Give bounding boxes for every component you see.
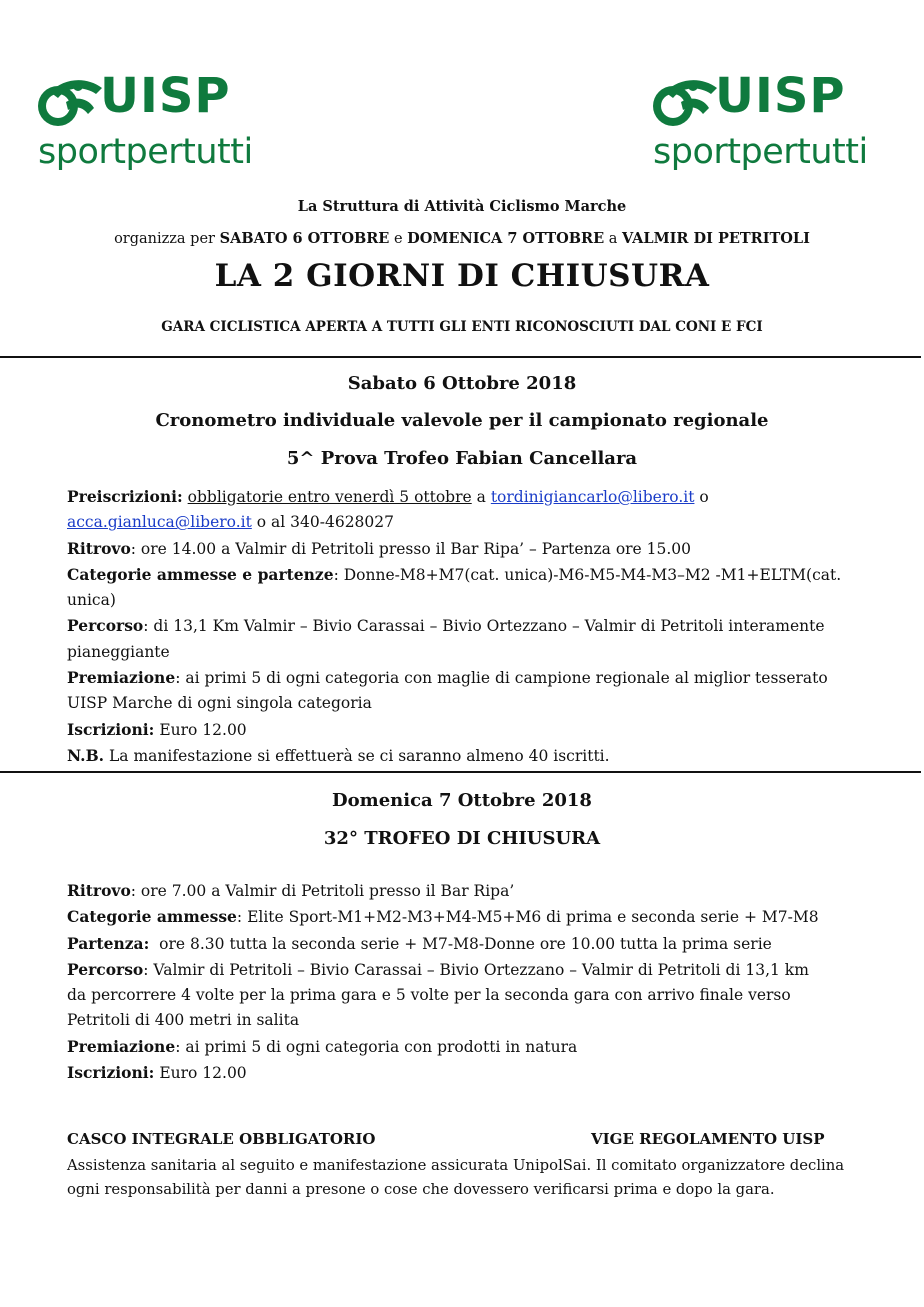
cyclist-logo-icon [36,72,108,132]
regolamento-notice: VIGE REGOLAMENTO UISP [591,1130,825,1148]
prereg-line: Preiscrizioni: obbligatorie entro venerdì 5 ottobre a tordinigiancarlo@libero.it o [67,487,709,506]
categorie-line: Categorie ammesse: Elite Sport-M1+M2-M3+M4-M5+M6 di prima e seconda serie + M7-M8 [67,907,819,927]
cyclist-logo-icon [651,72,723,132]
disclaimer-line-2: ogni responsabilità per danni a presone o cose che dovessero verificarsi prima e dopo la gara. [67,1181,775,1198]
iscrizioni-line: Iscrizioni: Euro 12.00 [67,719,247,739]
categorie-line: Categorie ammesse e partenze: Donne-M8+M7(cat. unica)-M6-M5-M4-M3–M2 -M1+ELTM(cat. [67,564,842,584]
ritrovo-line: Ritrovo: ore 14.00 a Valmir di Petritoli presso il Bar Ripa’ – Partenza ore 15.00 [67,538,692,558]
percorso-line-3: Petritoli di 400 metri in salita [67,1011,300,1030]
saturday-trophy-heading: 5^ Prova Trofeo Fabian Cancellara [286,448,638,469]
percorso-line: Percorso: Valmir di Petritoli – Bivio Carassai – Bivio Ortezzano – Valmir di Petritoli di 13,1 km [67,959,809,979]
casco-notice: CASCO INTEGRALE OBBLIGATORIO [67,1130,376,1148]
percorso-line-2: da percorrere 4 volte per la prima gara e 5 volte per la seconda gara con arrivo finale verso [67,986,791,1005]
saturday-date-heading: Sabato 6 Ottobre 2018 [347,373,577,394]
percorso-line-2: pianeggiante [67,642,170,661]
divider [0,356,921,358]
uisp-logo-left [36,68,264,188]
disclaimer [67,1154,857,1202]
organizer-dates-line: organizza per SABATO 6 OTTOBRE e DOMENICA 7 OTTOBRE a VALMIR DI PETRITOLI [114,230,810,247]
page-title: LA 2 GIORNI DI CHIUSURA [214,258,710,294]
sunday-trophy-heading: 32° TROFEO DI CHIUSURA [323,828,601,849]
sportpertutti-wordmark: sportpertutti [653,132,868,172]
uisp-logo-right [651,68,879,188]
premiazione-line: Premiazione: ai primi 5 di ogni categoria con prodotti in natura [67,1036,578,1056]
partenza-line: Partenza: ore 8.30 tutta la seconda serie + M7-M8-Donne ore 10.00 tutta la prima serie [67,933,772,953]
disclaimer-line-1: Assistenza sanitaria al seguito e manifestazione assicurata UnipolSai. Il comitato organizzatore declina [67,1157,845,1174]
sunday-details [67,878,847,1086]
uisp-wordmark: UISP [715,68,846,124]
page-subtitle: GARA CICLISTICA APERTA A TUTTI GLI ENTI RICONOSCIUTI DAL CONI E FCI [161,319,763,335]
saturday-event-heading: Cronometro individuale valevole per il campionato regionale [155,410,769,431]
iscrizioni-line: Iscrizioni: Euro 12.00 [67,1063,247,1083]
categorie-line-2: unica) [67,591,116,610]
premiazione-line-2: UISP Marche di ogni singola categoria [67,694,372,713]
premiazione-line: Premiazione: ai primi 5 di ogni categoria con maglie di campione regionale al miglior tesserato [67,668,828,688]
divider [0,771,921,773]
prereg-line-2: acca.gianluca@libero.it o al 340-4628027 [67,513,395,532]
organizer-line: La Struttura di Attività Ciclismo Marche [297,198,627,215]
sportpertutti-wordmark: sportpertutti [38,132,253,172]
nb-line: N.B. La manifestazione si effettuerà se ci saranno almeno 40 iscritti. [67,745,610,765]
saturday-details [67,484,847,769]
email-link-tordini[interactable]: tordinigiancarlo@libero.it [490,488,695,506]
uisp-wordmark: UISP [100,68,231,124]
percorso-line: Percorso: di 13,1 Km Valmir – Bivio Carassai – Bivio Ortezzano – Valmir di Petritoli interamente [67,616,825,636]
email-link-acca[interactable]: acca.gianluca@libero.it [67,513,252,532]
sunday-date-heading: Domenica 7 Ottobre 2018 [332,790,592,811]
ritrovo-line: Ritrovo: ore 7.00 a Valmir di Petritoli presso il Bar Ripa’ [67,881,515,900]
